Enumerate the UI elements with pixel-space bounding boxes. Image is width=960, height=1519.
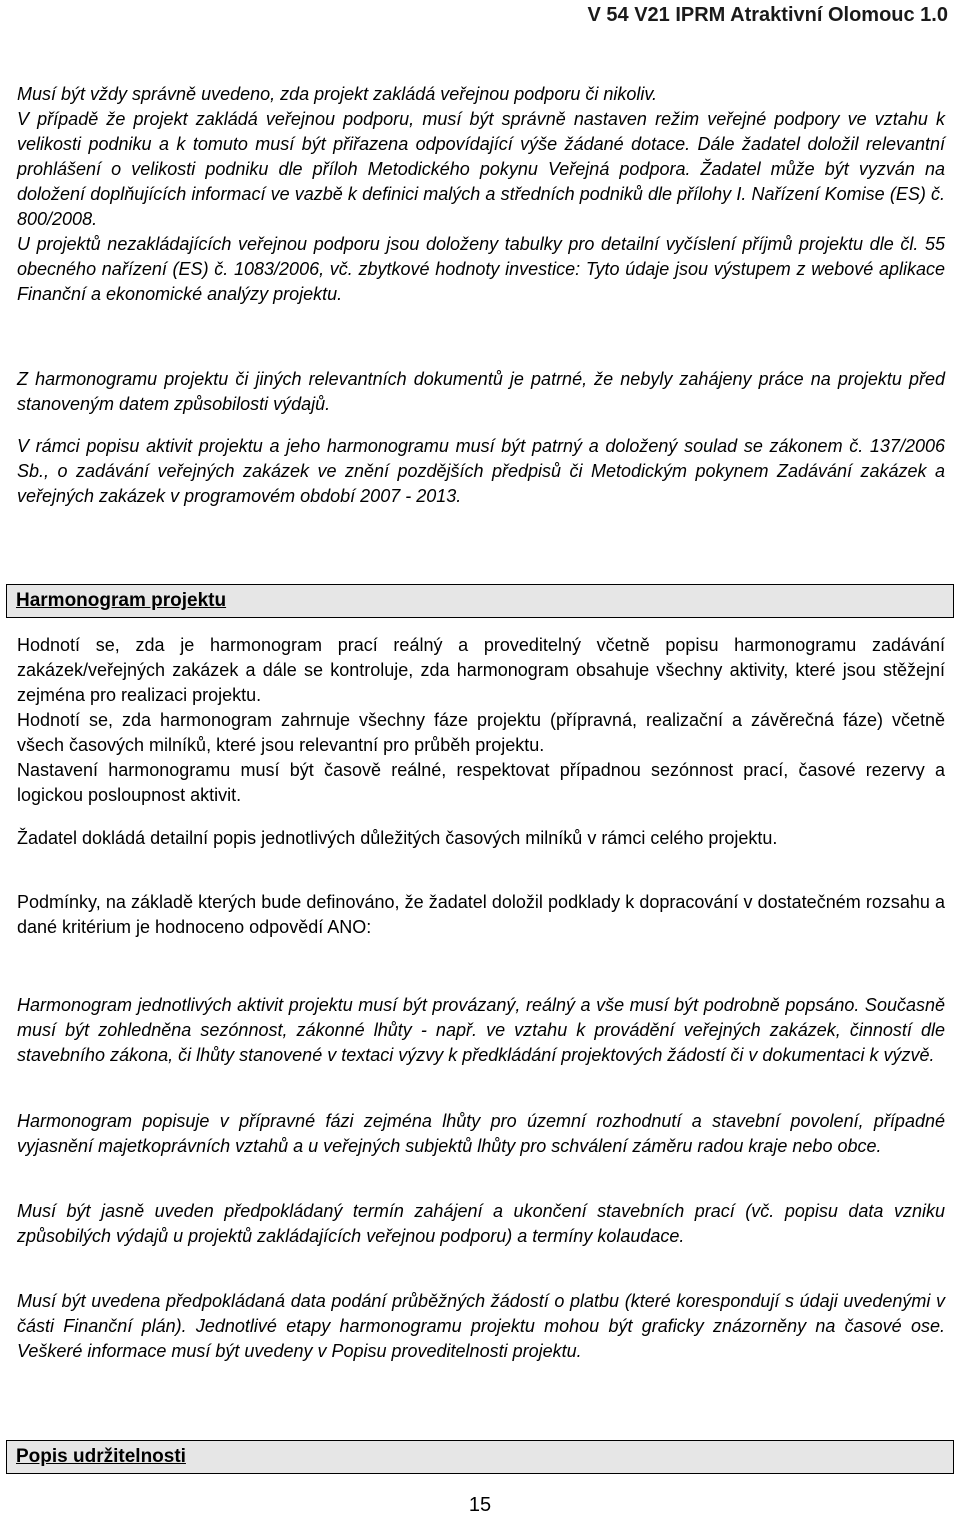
- section-title: Popis udržitelnosti: [16, 1446, 186, 1467]
- document-header-title: V 54 V21 IPRM Atraktivní Olomouc 1.0: [587, 4, 948, 26]
- paragraph-line: Hodnotí se, zda harmonogram zahrnuje všechny fáze projektu (přípravná, realizační a závěrečná fáze) včetně všech časových milníků, které jsou relevantní pro průběh projektu.: [17, 710, 945, 755]
- paragraph-line: Musí být vždy správně uvedeno, zda projekt zakládá veřejnou podporu či nikoliv.: [17, 84, 658, 104]
- paragraph-conditions: Podmínky, na základě kterých bude definováno, že žadatel doložil podklady k dopracování v dostatečném rozsahu a dané kritérium je hodnoceno odpovědí ANO:: [17, 892, 945, 937]
- harmonogram-evaluation-paragraphs: [17, 633, 945, 808]
- paragraph-line: U projektů nezakládajících veřejnou podporu jsou doloženy tabulky pro detailní vyčíslení příjmů projektu dle čl. 55 obecného nařízení (ES) č. 1083/2006, vč. zbytkové hodnoty investice: Tyto údaje jsou výstupem z webové aplikace Finanční a ekonomické analýzy projektu.: [17, 234, 945, 304]
- paragraph-schedule-dates: Z harmonogramu projektu či jiných relevantních dokumentů je patrné, že nebyly zahájeny práce na projektu před stanoveným datem způsobilosti výdajů.: [17, 369, 945, 414]
- paragraph-payment-requests: Musí být uvedena předpokládaná data podání průběžných žádostí o platbu (které korespondují s údaji uvedenými v části Finanční plán). Jednotlivé etapy harmonogramu projektu mohou být graficky znázorněny na časové ose. Veškeré informace musí být uvedeny v Popisu proveditelnosti projektu.: [17, 1291, 945, 1361]
- page-number: 15: [468, 1494, 492, 1516]
- section-header-udrzitelnost: [6, 1440, 954, 1474]
- public-support-paragraphs: [17, 82, 945, 307]
- paragraph-line: Hodnotí se, zda je harmonogram prací reálný a proveditelný včetně popisu harmonogramu zadávání zakázek/veřejných zakázek a dále se kontroluje, zda harmonogram obsahuje všechny aktivity, které jsou stěžejní zejména pro realizaci projektu.: [17, 635, 945, 705]
- section-header-harmonogram: [6, 584, 954, 618]
- paragraph-line: Nastavení harmonogramu musí být časově reálné, respektovat případnou sezónnost prací, časové rezervy a logickou posloupnost aktivit.: [17, 760, 945, 805]
- paragraph-milestones: Žadatel dokládá detailní popis jednotlivých důležitých časových milníků v rámci celého projektu.: [17, 828, 778, 848]
- section-title: Harmonogram projektu: [16, 590, 227, 611]
- paragraph-preparatory-phase: Harmonogram popisuje v přípravné fázi zejména lhůty pro územní rozhodnutí a stavební povolení, případné vyjasnění majetkoprávních vztahů a u veřejných subjektů lhůty pro schválení záměru radou kraje nebo obce.: [17, 1111, 945, 1156]
- paragraph-activities-harmonogram: Harmonogram jednotlivých aktivit projektu musí být provázaný, reálný a vše musí být podrobně popsáno. Současně musí být zohledněna sezónnost, zákonné lhůty - např. ve vztahu k provádění veřejných zakázek, činností dle stavebního zákona, či lhůty stanovené v textaci výzvy k předkládání projektových žádostí či v dokumentaci k výzvě.: [17, 995, 945, 1065]
- paragraph-construction-dates: Musí být jasně uveden předpokládaný termín zahájení a ukončení stavebních prací (vč. popisu data vzniku způsobilých výdajů u projektů zakládajících veřejnou podporu) a termíny kolaudace.: [17, 1201, 945, 1246]
- paragraph-line: V případě že projekt zakládá veřejnou podporu, musí být správně nastaven režim veřejné podpory ve vztahu k velikosti podniku a k tomuto musí být přiřazena odpovídající výše žádané dotace. Dále žadatel doložil relevantní prohlášení o velikosti podniku dle příloh Metodického pokynu Veřejná podpora. Žadatel může být vyzván na doložení doplňujících informací ve vazbě k definici malých a středních podniků dle přílohy I. Nařízení Komise (ES) č. 800/2008.: [17, 109, 945, 229]
- paragraph-procurement-compliance: V rámci popisu aktivit projektu a jeho harmonogramu musí být patrný a doložený soulad se zákonem č. 137/2006 Sb., o zadávání veřejných zakázek ve znění pozdějších předpisů či Metodickým pokynem Zadávání zakázek a veřejných zakázek v programovém období 2007 - 2013.: [17, 436, 945, 506]
